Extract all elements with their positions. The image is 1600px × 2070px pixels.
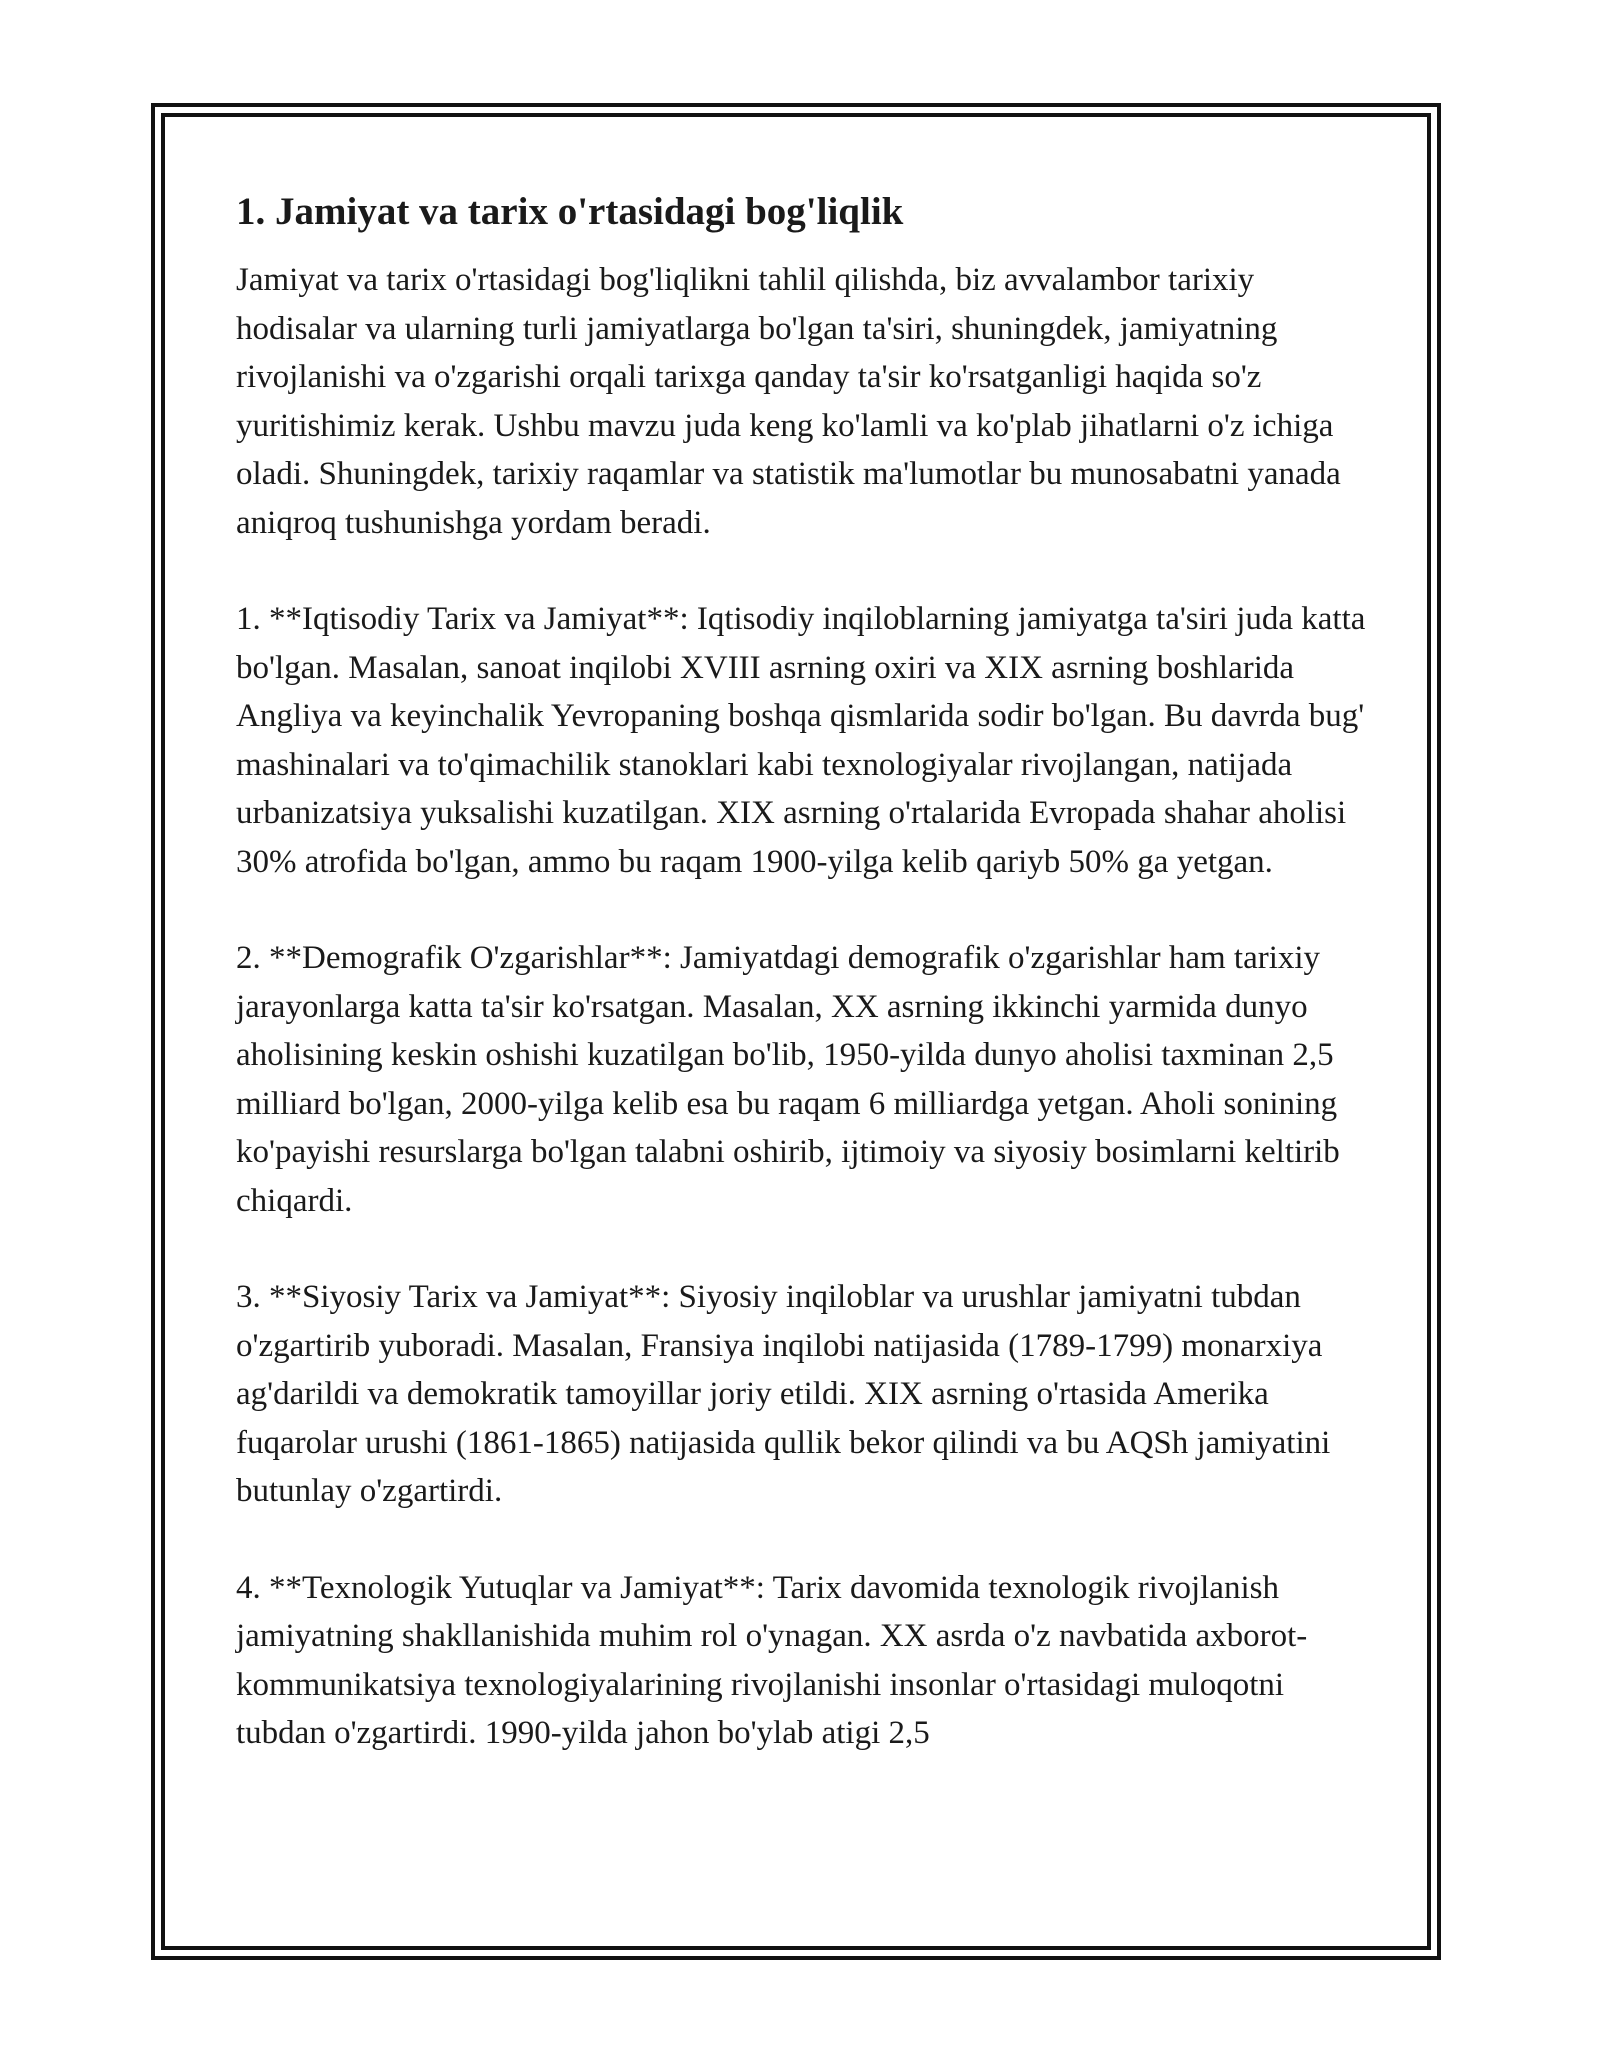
paragraph-economic-history: 1. **Iqtisodiy Tarix va Jamiyat**: Iqtisodiy inqiloblarning jamiyatga ta'siri juda katta bo'lgan. Masalan, sanoat inqilobi XVIII asrning oxiri va XIX asrning boshlarida Angliya va keyinchalik Yevropaning boshqa qismlarida sodir bo'lgan. Bu davrda bug' mashinalari va to'qimachilik stanoklari kabi texnologiyalar rivojlangan, natijada urbanizatsiya yuksalishi kuzatilgan. XIX asrning o'rtalarida Evropada shahar aholisi 30% atrofida bo'lgan, ammo bu raqam 1900-yilga kelib qariyb 50% ga yetgan. [236, 601, 1366, 880]
paragraph-demographic-changes: 2. **Demografik O'zgarishlar**: Jamiyatdagi demografik o'zgarishlar ham tarixiy jarayonlarga katta ta'sir ko'rsatgan. Masalan, XX asrning ikkinchi yarmida dunyo aholisining keskin oshishi kuzatilgan bo'lib, 1950-yilda dunyo aholisi taxminan 2,5 milliard bo'lgan, 2000-yilga kelib esa bu raqam 6 milliardga yetgan. Aholi sonining ko'payishi resurslarga bo'lgan talabni oshirib, ijtimoiy va siyosiy bosimlarni keltirib chiqardi. [236, 940, 1340, 1219]
document-body [236, 186, 1366, 1758]
paragraph-political-history: 3. **Siyosiy Tarix va Jamiyat**: Siyosiy inqiloblar va urushlar jamiyatni tubdan o'zgartirib yuboradi. Masalan, Fransiya inqilobi natijasida (1789-1799) monarxiya ag'darildi va demokratik tamoyillar joriy etildi. XIX asrning o'rtasida Amerika fuqarolar urushi (1861-1865) natijasida qullik bekor qilindi va bu AQSh jamiyatini butunlay o'zgartirdi. [236, 1279, 1331, 1509]
intro-paragraph: Jamiyat va tarix o'rtasidagi bog'liqlikni tahlil qilishda, biz avvalambor tarixiy hodisalar va ularning turli jamiyatlarga bo'lgan ta'siri, shuningdek, jamiyatning rivojlanishi va o'zgarishi orqali tarixga qanday ta'sir ko'rsatganligi haqida so'z yuritishimiz kerak. Ushbu mavzu juda keng ko'lamli va ko'plab jihatlarni o'z ichiga oladi. Shuningdek, tarixiy raqamlar va statistik ma'lumotlar bu munosabatni yanada aniqroq tushunishga yordam beradi. [236, 262, 1341, 541]
section-heading: 1. Jamiyat va tarix o'rtasidagi bog'liqlik [236, 190, 904, 233]
paragraph-technological-advances: 4. **Texnologik Yutuqlar va Jamiyat**: Tarix davomida texnologik rivojlanish jamiyatning shakllanishida muhim rol o'ynagan. XX asrda o'z navbatida axborot-kommunikatsiya texnologiyalarining rivojlanishi insonlar o'rtasidagi muloqotni tubdan o'zgartirdi. 1990-yilda jahon bo'ylab atigi 2,5 [236, 1569, 1308, 1751]
